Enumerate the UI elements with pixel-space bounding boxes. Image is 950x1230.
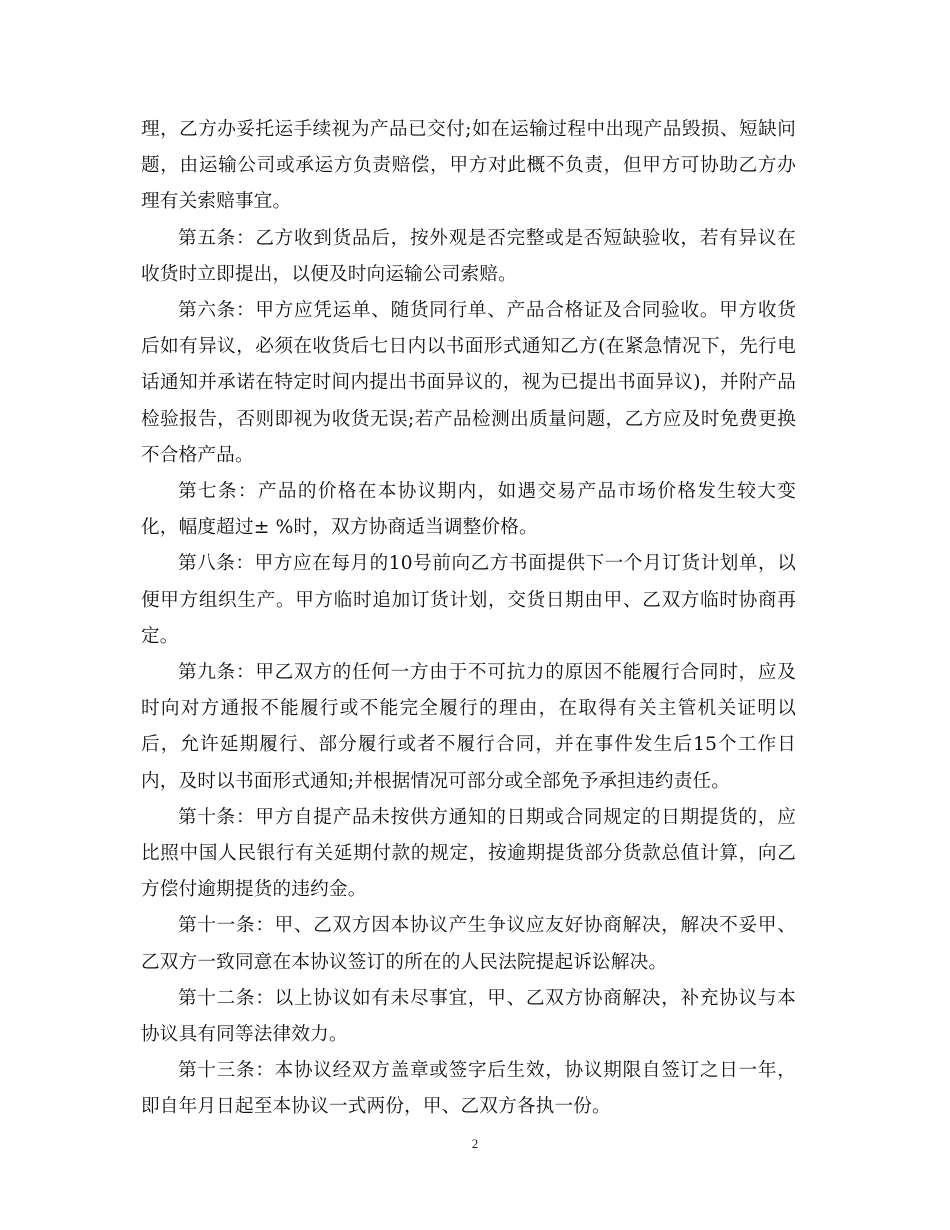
- document-body: [141, 112, 796, 1126]
- paragraph-article-13: 第十三条：本协议经双方盖章或签字后生效，协议期限自签订之日一年，即自年月日起至本协议一式两份，甲、乙双方各执一份。: [141, 1060, 796, 1118]
- paragraph-article-10: 第十条：甲方自提产品未按供方通知的日期或合同规定的日期提货的，应比照中国人民银行有关延期付款的规定，按逾期提货部分货款总值计算，向乙方偿付逾期提货的违约金。: [141, 806, 796, 901]
- paragraph-article-5: 第五条：乙方收到货品后，按外观是否完整或是否短缺验收，若有异议在收货时立即提出，以便及时向运输公司索赔。: [141, 227, 796, 285]
- paragraph-article-9: 第九条：甲乙双方的任何一方由于不可抗力的原因不能履行合同时，应及时向对方通报不能履行或不能完全履行的理由，在取得有关主管机关证明以后，允许延期履行、部分履行或者不履行合同，并在事件发生后15个工作日内，及时以书面形式通知;并根据情况可部分或全部免予承担违约责任。: [141, 662, 796, 792]
- paragraph-article-7: 第七条：产品的价格在本协议期内，如遇交易产品市场价格发生较大变化，幅度超过± %时，双方协商适当调整价格。: [141, 481, 796, 539]
- paragraph-continuation: 理，乙方办妥托运手续视为产品已交付;如在运输过程中出现产品毁损、短缺问题，由运输公司或承运方负责赔偿，甲方对此概不负责，但甲方可协助乙方办理有关索赔事宜。: [141, 119, 796, 213]
- page-number: 2: [471, 1136, 479, 1151]
- paragraph-article-11: 第十一条：甲、乙双方因本协议产生争议应友好协商解决，解决不妥甲、乙双方一致同意在本协议签订的所在的人民法院提起诉讼解决。: [141, 915, 796, 973]
- paragraph-article-12: 第十二条：以上协议如有未尽事宜，甲、乙双方协商解决，补充协议与本协议具有同等法律效力。: [141, 987, 796, 1046]
- paragraph-article-6: 第六条：甲方应凭运单、随货同行单、产品合格证及合同验收。甲方收货后如有异议，必须在收货后七日内以书面形式通知乙方(在紧急情况下，先行电话通知并承诺在特定时间内提出书面异议的，视为已提出书面异议)，并附产品检验报告，否则即视为收货无误;若产品检测出质量问题，乙方应及时免费更换不合格产品。: [141, 300, 796, 466]
- paragraph-article-8: 第八条：甲方应在每月的10号前向乙方书面提供下一个月订货计划单，以便甲方组织生产。甲方临时追加订货计划，交货日期由甲、乙双方临时协商再定。: [141, 553, 796, 647]
